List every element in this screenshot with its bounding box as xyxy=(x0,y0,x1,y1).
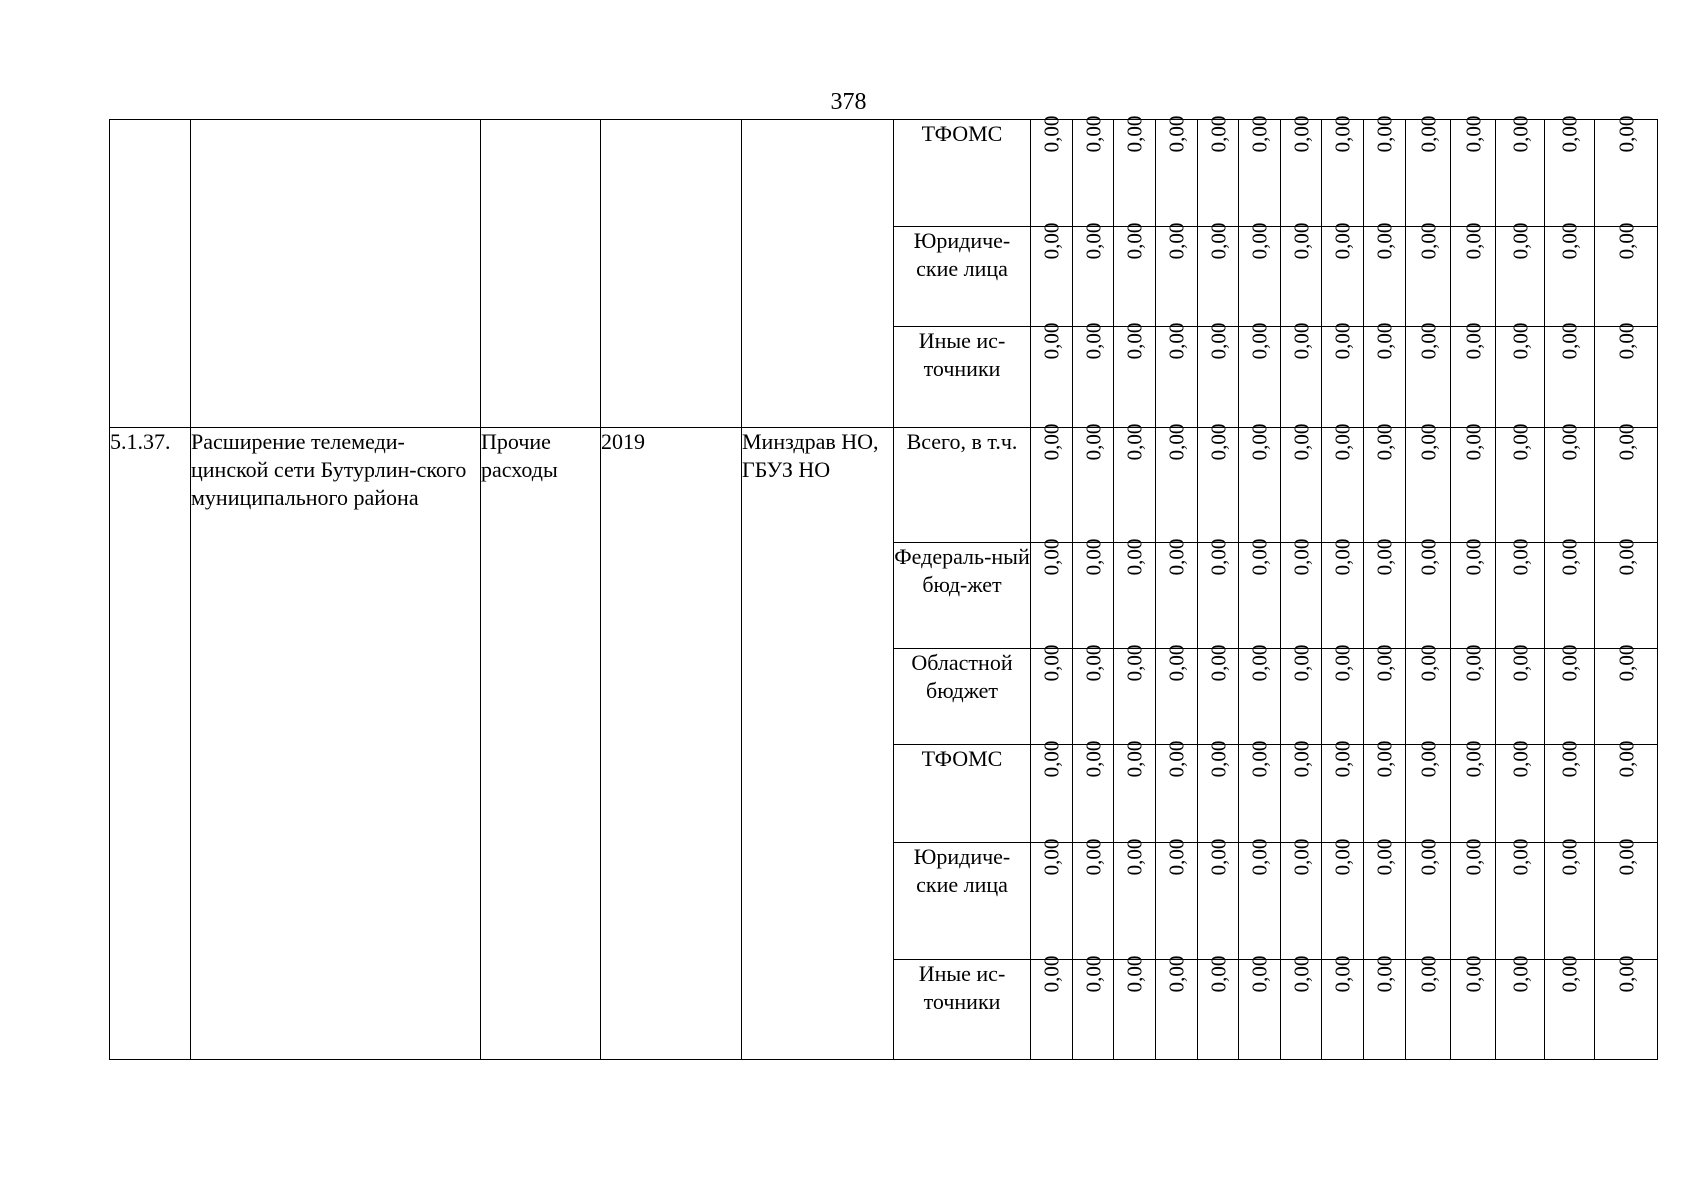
amount-cell xyxy=(1595,115,1658,227)
amount-value: 0,00 xyxy=(1039,115,1064,153)
amount-value: 0,00 xyxy=(1614,322,1638,360)
amount-cell xyxy=(1114,115,1156,227)
amount-cell xyxy=(1031,740,1073,843)
amount-value: 0,00 xyxy=(1039,222,1064,260)
amount-value: 0,00 xyxy=(1461,222,1485,260)
amount-cell xyxy=(1281,644,1322,745)
amount-value: 0,00 xyxy=(1247,423,1272,461)
amount-cell xyxy=(1114,538,1156,649)
amount-cell xyxy=(1114,838,1156,960)
amount-cell xyxy=(1322,538,1364,649)
amount-cell xyxy=(1281,838,1322,960)
amount-value: 0,00 xyxy=(1247,740,1272,778)
amount-value: 0,00 xyxy=(1289,740,1313,778)
funding-source-cell: ТФОМС xyxy=(894,745,1031,843)
budget-table xyxy=(109,115,1658,1060)
amount-value: 0,00 xyxy=(1508,222,1532,260)
amount-cell xyxy=(1031,538,1073,649)
table-row xyxy=(110,120,1658,227)
amount-cell xyxy=(1595,644,1658,745)
amount-value: 0,00 xyxy=(1614,740,1638,778)
amount-value: 0,00 xyxy=(1557,322,1582,360)
year-cell xyxy=(601,120,742,428)
amount-cell xyxy=(1496,955,1545,1060)
amount-cell xyxy=(1073,115,1114,227)
amount-value: 0,00 xyxy=(1247,955,1272,993)
amount-value: 0,00 xyxy=(1614,644,1638,682)
amount-value: 0,00 xyxy=(1461,955,1485,993)
amount-cell xyxy=(1322,955,1364,1060)
amount-value: 0,00 xyxy=(1557,644,1582,682)
amount-cell xyxy=(1406,838,1451,960)
amount-value: 0,00 xyxy=(1081,955,1105,993)
amount-value: 0,00 xyxy=(1164,423,1189,461)
amount-value: 0,00 xyxy=(1372,322,1397,360)
amount-value: 0,00 xyxy=(1330,322,1355,360)
item-name-cell: Расширение телемеди-цинской сети Бутурлин-ского муниципального района xyxy=(191,428,481,1060)
amount-value: 0,00 xyxy=(1247,115,1272,153)
amount-cell xyxy=(1595,222,1658,327)
funding-source-cell: Иные ис-точники xyxy=(894,327,1031,428)
amount-cell xyxy=(1281,322,1322,428)
amount-value: 0,00 xyxy=(1557,423,1582,461)
amount-cell xyxy=(1595,740,1658,843)
amount-cell xyxy=(1156,538,1198,649)
amount-value: 0,00 xyxy=(1557,538,1582,576)
amount-value: 0,00 xyxy=(1372,538,1397,576)
amount-value: 0,00 xyxy=(1461,740,1485,778)
amount-cell xyxy=(1239,222,1281,327)
amount-cell xyxy=(1114,222,1156,327)
amount-value: 0,00 xyxy=(1557,955,1582,993)
amount-value: 0,00 xyxy=(1247,838,1272,876)
amount-value: 0,00 xyxy=(1039,740,1064,778)
amount-cell xyxy=(1364,115,1406,227)
amount-cell xyxy=(1496,322,1545,428)
amount-cell xyxy=(1545,644,1595,745)
amount-cell xyxy=(1322,838,1364,960)
amount-value: 0,00 xyxy=(1164,740,1189,778)
amount-value: 0,00 xyxy=(1039,423,1064,461)
amount-value: 0,00 xyxy=(1416,838,1440,876)
amount-cell xyxy=(1239,322,1281,428)
funding-source-cell: Юридиче-ские лица xyxy=(894,227,1031,327)
amount-cell xyxy=(1595,955,1658,1060)
amount-cell xyxy=(1451,322,1496,428)
amount-cell xyxy=(1031,644,1073,745)
amount-value: 0,00 xyxy=(1372,423,1397,461)
amount-cell xyxy=(1322,740,1364,843)
amount-cell xyxy=(1156,322,1198,428)
amount-cell xyxy=(1031,955,1073,1060)
amount-cell xyxy=(1406,538,1451,649)
amount-value: 0,00 xyxy=(1289,322,1313,360)
amount-cell xyxy=(1281,740,1322,843)
amount-value: 0,00 xyxy=(1164,115,1189,153)
funding-source-cell: Федераль-ный бюд-жет xyxy=(894,543,1031,649)
amount-cell xyxy=(1114,322,1156,428)
amount-value: 0,00 xyxy=(1330,740,1355,778)
amount-value: 0,00 xyxy=(1164,322,1189,360)
amount-value: 0,00 xyxy=(1461,322,1485,360)
amount-cell xyxy=(1545,838,1595,960)
amount-cell xyxy=(1595,838,1658,960)
amount-cell xyxy=(1281,222,1322,327)
year-cell: 2019 xyxy=(601,428,742,1060)
page-number: 378 xyxy=(830,89,867,115)
amount-cell xyxy=(1114,740,1156,843)
amount-value: 0,00 xyxy=(1614,538,1638,576)
amount-value: 0,00 xyxy=(1330,644,1355,682)
amount-cell xyxy=(1406,955,1451,1060)
amount-cell xyxy=(1198,838,1239,960)
amount-cell xyxy=(1281,538,1322,649)
amount-cell xyxy=(1451,222,1496,327)
amount-cell xyxy=(1114,955,1156,1060)
amount-cell xyxy=(1156,644,1198,745)
expense-type-cell xyxy=(481,120,601,428)
amount-cell xyxy=(1073,222,1114,327)
amount-value: 0,00 xyxy=(1416,222,1440,260)
amount-value: 0,00 xyxy=(1416,322,1440,360)
amount-value: 0,00 xyxy=(1372,740,1397,778)
amount-value: 0,00 xyxy=(1122,115,1147,153)
amount-value: 0,00 xyxy=(1081,423,1105,461)
amount-value: 0,00 xyxy=(1081,740,1105,778)
amount-value: 0,00 xyxy=(1039,322,1064,360)
amount-cell xyxy=(1239,644,1281,745)
expense-type-cell: Прочие расходы xyxy=(481,428,601,1060)
amount-value: 0,00 xyxy=(1416,644,1440,682)
amount-cell xyxy=(1496,423,1545,543)
amount-value: 0,00 xyxy=(1206,740,1230,778)
amount-cell xyxy=(1239,838,1281,960)
amount-cell xyxy=(1322,644,1364,745)
amount-cell xyxy=(1496,115,1545,227)
amount-cell xyxy=(1451,644,1496,745)
amount-cell xyxy=(1073,538,1114,649)
amount-cell xyxy=(1451,740,1496,843)
amount-cell xyxy=(1545,222,1595,327)
amount-value: 0,00 xyxy=(1508,322,1532,360)
amount-cell xyxy=(1073,740,1114,843)
amount-value: 0,00 xyxy=(1330,222,1355,260)
amount-value: 0,00 xyxy=(1461,644,1485,682)
funding-source-cell: ТФОМС xyxy=(894,120,1031,227)
amount-cell xyxy=(1031,423,1073,543)
amount-cell xyxy=(1545,115,1595,227)
amount-value: 0,00 xyxy=(1164,838,1189,876)
amount-value: 0,00 xyxy=(1372,222,1397,260)
amount-value: 0,00 xyxy=(1416,955,1440,993)
amount-cell xyxy=(1156,423,1198,543)
amount-value: 0,00 xyxy=(1247,322,1272,360)
funding-source-cell: Всего, в т.ч. xyxy=(894,428,1031,543)
amount-value: 0,00 xyxy=(1330,538,1355,576)
amount-value: 0,00 xyxy=(1614,423,1638,461)
amount-value: 0,00 xyxy=(1330,955,1355,993)
amount-value: 0,00 xyxy=(1330,423,1355,461)
amount-cell xyxy=(1496,222,1545,327)
amount-value: 0,00 xyxy=(1614,955,1638,993)
amount-value: 0,00 xyxy=(1206,838,1230,876)
amount-value: 0,00 xyxy=(1122,838,1147,876)
amount-value: 0,00 xyxy=(1039,538,1064,576)
amount-value: 0,00 xyxy=(1122,322,1147,360)
amount-cell xyxy=(1156,740,1198,843)
amount-cell xyxy=(1595,538,1658,649)
amount-value: 0,00 xyxy=(1081,115,1105,153)
amount-cell xyxy=(1281,423,1322,543)
amount-cell xyxy=(1073,838,1114,960)
amount-value: 0,00 xyxy=(1289,115,1313,153)
amount-value: 0,00 xyxy=(1122,222,1147,260)
amount-value: 0,00 xyxy=(1461,838,1485,876)
amount-cell xyxy=(1451,955,1496,1060)
amount-cell xyxy=(1322,322,1364,428)
amount-value: 0,00 xyxy=(1122,423,1147,461)
amount-value: 0,00 xyxy=(1614,838,1638,876)
amount-value: 0,00 xyxy=(1122,644,1147,682)
funding-source-cell: Юридиче-ские лица xyxy=(894,843,1031,960)
amount-cell xyxy=(1406,222,1451,327)
amount-cell xyxy=(1156,838,1198,960)
amount-value: 0,00 xyxy=(1508,115,1532,153)
amount-cell xyxy=(1198,644,1239,745)
funding-source-cell: Областной бюджет xyxy=(894,649,1031,745)
executor-cell xyxy=(742,120,894,428)
amount-value: 0,00 xyxy=(1461,538,1485,576)
amount-cell xyxy=(1451,538,1496,649)
amount-value: 0,00 xyxy=(1081,222,1105,260)
amount-cell xyxy=(1364,644,1406,745)
amount-cell xyxy=(1545,955,1595,1060)
amount-value: 0,00 xyxy=(1039,838,1064,876)
amount-value: 0,00 xyxy=(1206,538,1230,576)
amount-cell xyxy=(1451,423,1496,543)
amount-value: 0,00 xyxy=(1289,538,1313,576)
amount-value: 0,00 xyxy=(1289,222,1313,260)
amount-value: 0,00 xyxy=(1289,838,1313,876)
amount-cell xyxy=(1073,644,1114,745)
amount-cell xyxy=(1496,740,1545,843)
amount-cell xyxy=(1406,740,1451,843)
amount-value: 0,00 xyxy=(1206,222,1230,260)
amount-value: 0,00 xyxy=(1330,115,1355,153)
amount-cell xyxy=(1156,222,1198,327)
amount-cell xyxy=(1451,838,1496,960)
amount-cell xyxy=(1239,423,1281,543)
amount-value: 0,00 xyxy=(1206,423,1230,461)
amount-value: 0,00 xyxy=(1289,423,1313,461)
amount-cell xyxy=(1239,115,1281,227)
amount-value: 0,00 xyxy=(1330,838,1355,876)
amount-cell xyxy=(1364,423,1406,543)
amount-value: 0,00 xyxy=(1557,115,1582,153)
amount-cell xyxy=(1545,322,1595,428)
amount-cell xyxy=(1406,115,1451,227)
item-name-cell xyxy=(191,120,481,428)
amount-value: 0,00 xyxy=(1372,838,1397,876)
amount-value: 0,00 xyxy=(1416,740,1440,778)
amount-value: 0,00 xyxy=(1416,423,1440,461)
amount-value: 0,00 xyxy=(1614,222,1638,260)
amount-value: 0,00 xyxy=(1557,222,1582,260)
amount-cell xyxy=(1545,538,1595,649)
amount-cell xyxy=(1114,644,1156,745)
amount-value: 0,00 xyxy=(1247,644,1272,682)
executor-cell: Минздрав НО, ГБУЗ НО xyxy=(742,428,894,1060)
amount-value: 0,00 xyxy=(1206,955,1230,993)
amount-value: 0,00 xyxy=(1508,538,1532,576)
amount-cell xyxy=(1198,222,1239,327)
amount-cell xyxy=(1496,644,1545,745)
amount-cell xyxy=(1364,222,1406,327)
amount-cell xyxy=(1239,955,1281,1060)
amount-value: 0,00 xyxy=(1372,955,1397,993)
amount-cell xyxy=(1545,423,1595,543)
amount-cell xyxy=(1496,838,1545,960)
amount-cell xyxy=(1364,322,1406,428)
amount-cell xyxy=(1364,838,1406,960)
amount-cell xyxy=(1451,115,1496,227)
amount-value: 0,00 xyxy=(1122,955,1147,993)
amount-value: 0,00 xyxy=(1416,538,1440,576)
amount-value: 0,00 xyxy=(1122,740,1147,778)
amount-cell xyxy=(1406,322,1451,428)
amount-value: 0,00 xyxy=(1614,115,1638,153)
amount-cell xyxy=(1031,322,1073,428)
amount-value: 0,00 xyxy=(1289,955,1313,993)
amount-cell xyxy=(1239,538,1281,649)
amount-value: 0,00 xyxy=(1164,538,1189,576)
funding-source-cell: Иные ис-точники xyxy=(894,960,1031,1060)
amount-cell xyxy=(1198,955,1239,1060)
amount-value: 0,00 xyxy=(1557,740,1582,778)
amount-value: 0,00 xyxy=(1081,838,1105,876)
amount-value: 0,00 xyxy=(1508,955,1532,993)
amount-cell xyxy=(1114,423,1156,543)
amount-cell xyxy=(1322,423,1364,543)
item-number-cell xyxy=(110,120,191,428)
amount-value: 0,00 xyxy=(1081,644,1105,682)
amount-value: 0,00 xyxy=(1247,222,1272,260)
amount-value: 0,00 xyxy=(1247,538,1272,576)
amount-cell xyxy=(1073,423,1114,543)
amount-value: 0,00 xyxy=(1164,644,1189,682)
amount-cell xyxy=(1364,955,1406,1060)
amount-cell xyxy=(1198,538,1239,649)
amount-value: 0,00 xyxy=(1372,644,1397,682)
amount-cell xyxy=(1281,115,1322,227)
amount-cell xyxy=(1198,322,1239,428)
amount-value: 0,00 xyxy=(1508,423,1532,461)
amount-value: 0,00 xyxy=(1039,644,1064,682)
amount-value: 0,00 xyxy=(1122,538,1147,576)
amount-value: 0,00 xyxy=(1557,838,1582,876)
amount-value: 0,00 xyxy=(1081,538,1105,576)
item-number-cell: 5.1.37. xyxy=(110,428,191,1060)
amount-value: 0,00 xyxy=(1164,222,1189,260)
amount-cell xyxy=(1198,423,1239,543)
amount-cell xyxy=(1031,115,1073,227)
amount-value: 0,00 xyxy=(1416,115,1440,153)
amount-cell xyxy=(1545,740,1595,843)
amount-cell xyxy=(1496,538,1545,649)
amount-value: 0,00 xyxy=(1508,740,1532,778)
amount-cell xyxy=(1198,740,1239,843)
amount-value: 0,00 xyxy=(1461,115,1485,153)
amount-value: 0,00 xyxy=(1081,322,1105,360)
amount-cell xyxy=(1031,222,1073,327)
amount-cell xyxy=(1031,838,1073,960)
amount-value: 0,00 xyxy=(1508,644,1532,682)
amount-cell xyxy=(1156,955,1198,1060)
amount-cell xyxy=(1073,322,1114,428)
amount-cell xyxy=(1198,115,1239,227)
amount-cell xyxy=(1281,955,1322,1060)
amount-value: 0,00 xyxy=(1461,423,1485,461)
amount-value: 0,00 xyxy=(1289,644,1313,682)
amount-value: 0,00 xyxy=(1206,644,1230,682)
amount-value: 0,00 xyxy=(1206,115,1230,153)
amount-cell xyxy=(1595,322,1658,428)
amount-cell xyxy=(1364,740,1406,843)
amount-cell xyxy=(1595,423,1658,543)
amount-value: 0,00 xyxy=(1372,115,1397,153)
amount-cell xyxy=(1239,740,1281,843)
amount-cell xyxy=(1156,115,1198,227)
amount-value: 0,00 xyxy=(1164,955,1189,993)
table-row xyxy=(110,428,1658,543)
amount-cell xyxy=(1406,644,1451,745)
amount-value: 0,00 xyxy=(1039,955,1064,993)
amount-cell xyxy=(1073,955,1114,1060)
amount-cell xyxy=(1322,115,1364,227)
amount-value: 0,00 xyxy=(1508,838,1532,876)
amount-value: 0,00 xyxy=(1206,322,1230,360)
amount-cell xyxy=(1364,538,1406,649)
amount-cell xyxy=(1322,222,1364,327)
amount-cell xyxy=(1406,423,1451,543)
